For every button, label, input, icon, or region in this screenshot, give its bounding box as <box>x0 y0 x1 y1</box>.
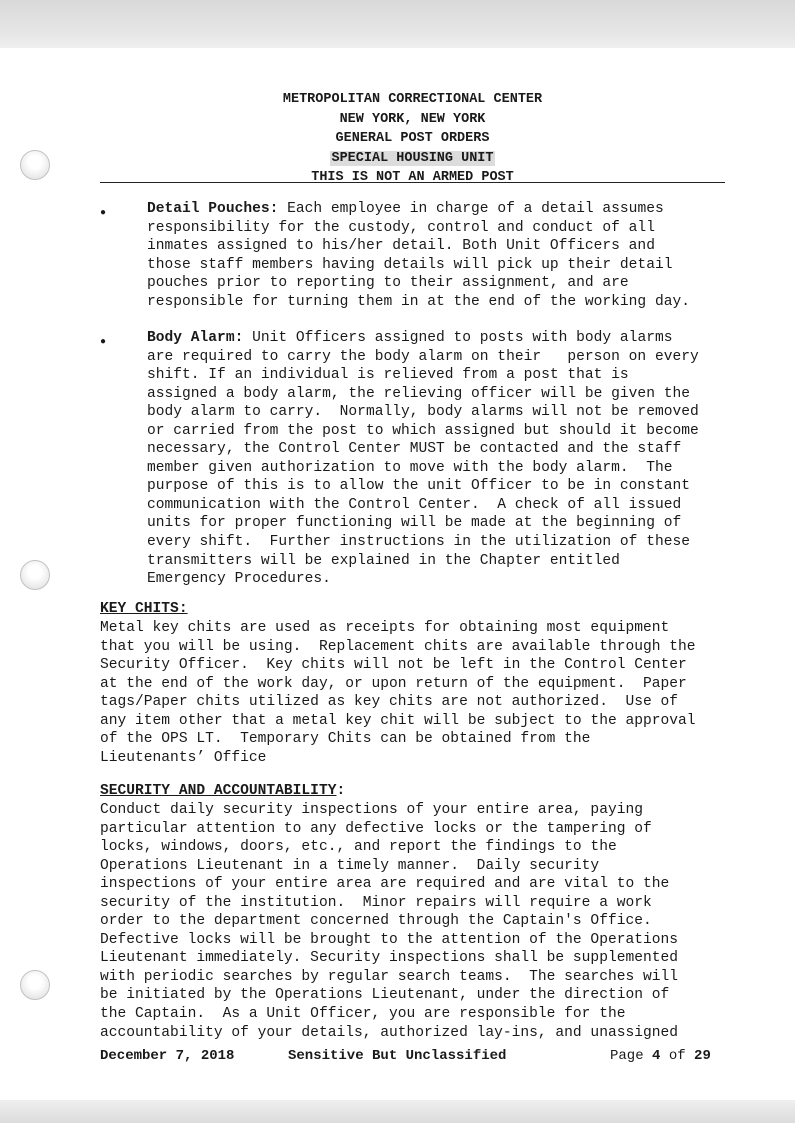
body-alarm-line: purpose of this is to allow the unit Officer to be in constant <box>147 478 690 495</box>
detail-pouches-term: Detail Pouches: <box>147 201 279 217</box>
security-heading: SECURITY AND ACCOUNTABILITY <box>100 783 337 799</box>
header-post-status: THIS IS NOT AN ARMED POST <box>311 170 514 185</box>
security-line: inspections of your entire area are required and are vital to the <box>100 876 670 893</box>
security-line: particular attention to any defective locks or the tampering of <box>100 820 652 837</box>
binder-hole-middle <box>20 560 50 590</box>
bullet-body-alarm: ● <box>100 337 107 348</box>
key-chits-line: Metal key chits are used as receipts for obtaining most equipment <box>100 620 670 636</box>
detail-pouches-paragraph <box>147 200 762 311</box>
detail-pouches-line: those staff members having details will pick up their detail <box>147 256 673 273</box>
key-chits-line: that you will be using. Replacement chits are available through the <box>100 638 696 655</box>
security-paragraph <box>100 801 760 1042</box>
footer-date: December 7, 2018 <box>100 1048 235 1064</box>
security-heading-wrap <box>100 783 345 799</box>
body-alarm-term: Body Alarm: <box>147 330 244 346</box>
security-line: order to the department concerned through the Captain's Office. <box>100 913 652 930</box>
detail-pouches-line: pouches prior to reporting to their assignment, and are <box>147 275 629 292</box>
footer-page-number: Page 4 of 29 <box>610 1048 711 1064</box>
security-line: Operations Lieutenant in a timely manner. Daily security <box>100 857 600 874</box>
document-header <box>100 90 725 188</box>
body-alarm-line: Emergency Procedures. <box>147 571 331 588</box>
security-line: Defective locks will be brought to the attention of the Operations <box>100 931 679 948</box>
body-alarm-line: or carried from the post to which assigned but should it become <box>147 422 699 439</box>
key-chits-line: of the OPS LT. Temporary Chits can be obtained from the <box>100 731 591 748</box>
body-alarm-line: communication with the Control Center. A check of all issued <box>147 496 682 513</box>
security-line: with periodic searches by regular search teams. The searches will <box>100 968 679 985</box>
security-heading-colon: : <box>336 783 346 799</box>
key-chits-line: tags/Paper chits utilized as key chits are not authorized. Use of <box>100 694 679 711</box>
security-line: accountability of your details, authorized lay-ins, and unassigned <box>100 1024 679 1041</box>
key-chits-line: Security Officer. Key chits will not be left in the Control Center <box>100 657 687 674</box>
detail-pouches-line: responsibility for the custody, control and conduct of all <box>147 219 655 236</box>
key-chits-line: at the end of the work day, or upon return of the equipment. Paper <box>100 675 687 692</box>
security-line: Conduct daily security inspections of your entire area, paying <box>100 802 643 818</box>
body-alarm-line: member given authorization to move with the body alarm. The <box>147 459 673 476</box>
bullet-detail-pouches: ● <box>100 208 107 219</box>
body-alarm-line: assigned a body alarm, the relieving officer will be given the <box>147 385 690 402</box>
binder-hole-bottom <box>20 970 50 1000</box>
header-location: NEW YORK, NEW YORK <box>339 111 486 127</box>
header-divider <box>100 182 725 183</box>
detail-pouches-line: Each employee in charge of a detail assumes <box>278 201 664 217</box>
key-chits-paragraph <box>100 619 760 767</box>
key-chits-heading: KEY CHITS: <box>100 601 188 617</box>
body-alarm-line: body alarm to carry. Normally, body alarms will not be removed <box>147 404 699 421</box>
header-doc-type: GENERAL POST ORDERS <box>335 131 490 146</box>
footer-classification: Sensitive But Unclassified <box>288 1048 507 1064</box>
scan-top-edge <box>0 0 795 48</box>
body-alarm-paragraph <box>147 329 762 589</box>
body-alarm-line: units for proper functioning will be made at the beginning of <box>147 515 682 532</box>
key-chits-line: Lieutenants’ Office <box>100 749 267 766</box>
body-alarm-line: shift. If an individual is relieved from a post that is <box>147 367 629 384</box>
security-line: Lieutenant immediately. Security inspections shall be supplemented <box>100 950 679 967</box>
security-line: security of the institution. Minor repairs will require a work <box>100 894 652 911</box>
key-chits-line: any item other that a metal key chit will be subject to the approval <box>100 712 696 729</box>
body-alarm-line: Unit Officers assigned to posts with body alarms <box>243 330 673 346</box>
security-line: locks, windows, doors, etc., and report the findings to the <box>100 839 617 856</box>
body-alarm-line: transmitters will be explained in the Chapter entitled <box>147 552 620 569</box>
body-alarm-line: every shift. Further instructions in the utilization of these <box>147 534 690 551</box>
security-line: the Captain. As a Unit Officer, you are responsible for the <box>100 1006 626 1023</box>
header-institution: METROPOLITAN CORRECTIONAL CENTER <box>282 92 543 107</box>
binder-hole-top <box>20 150 50 180</box>
security-line: be initiated by the Operations Lieutenant, under the direction of <box>100 987 670 1004</box>
body-alarm-line: necessary, the Control Center MUST be contacted and the staff <box>147 441 682 458</box>
detail-pouches-line: responsible for turning them in at the end of the working day. <box>147 293 690 310</box>
scan-bottom-edge <box>0 1100 795 1123</box>
body-alarm-line: are required to carry the body alarm on their person on every <box>147 348 699 365</box>
detail-pouches-line: inmates assigned to his/her detail. Both Unit Officers and <box>147 238 655 255</box>
header-unit: SPECIAL HOUSING UNIT <box>331 150 494 166</box>
